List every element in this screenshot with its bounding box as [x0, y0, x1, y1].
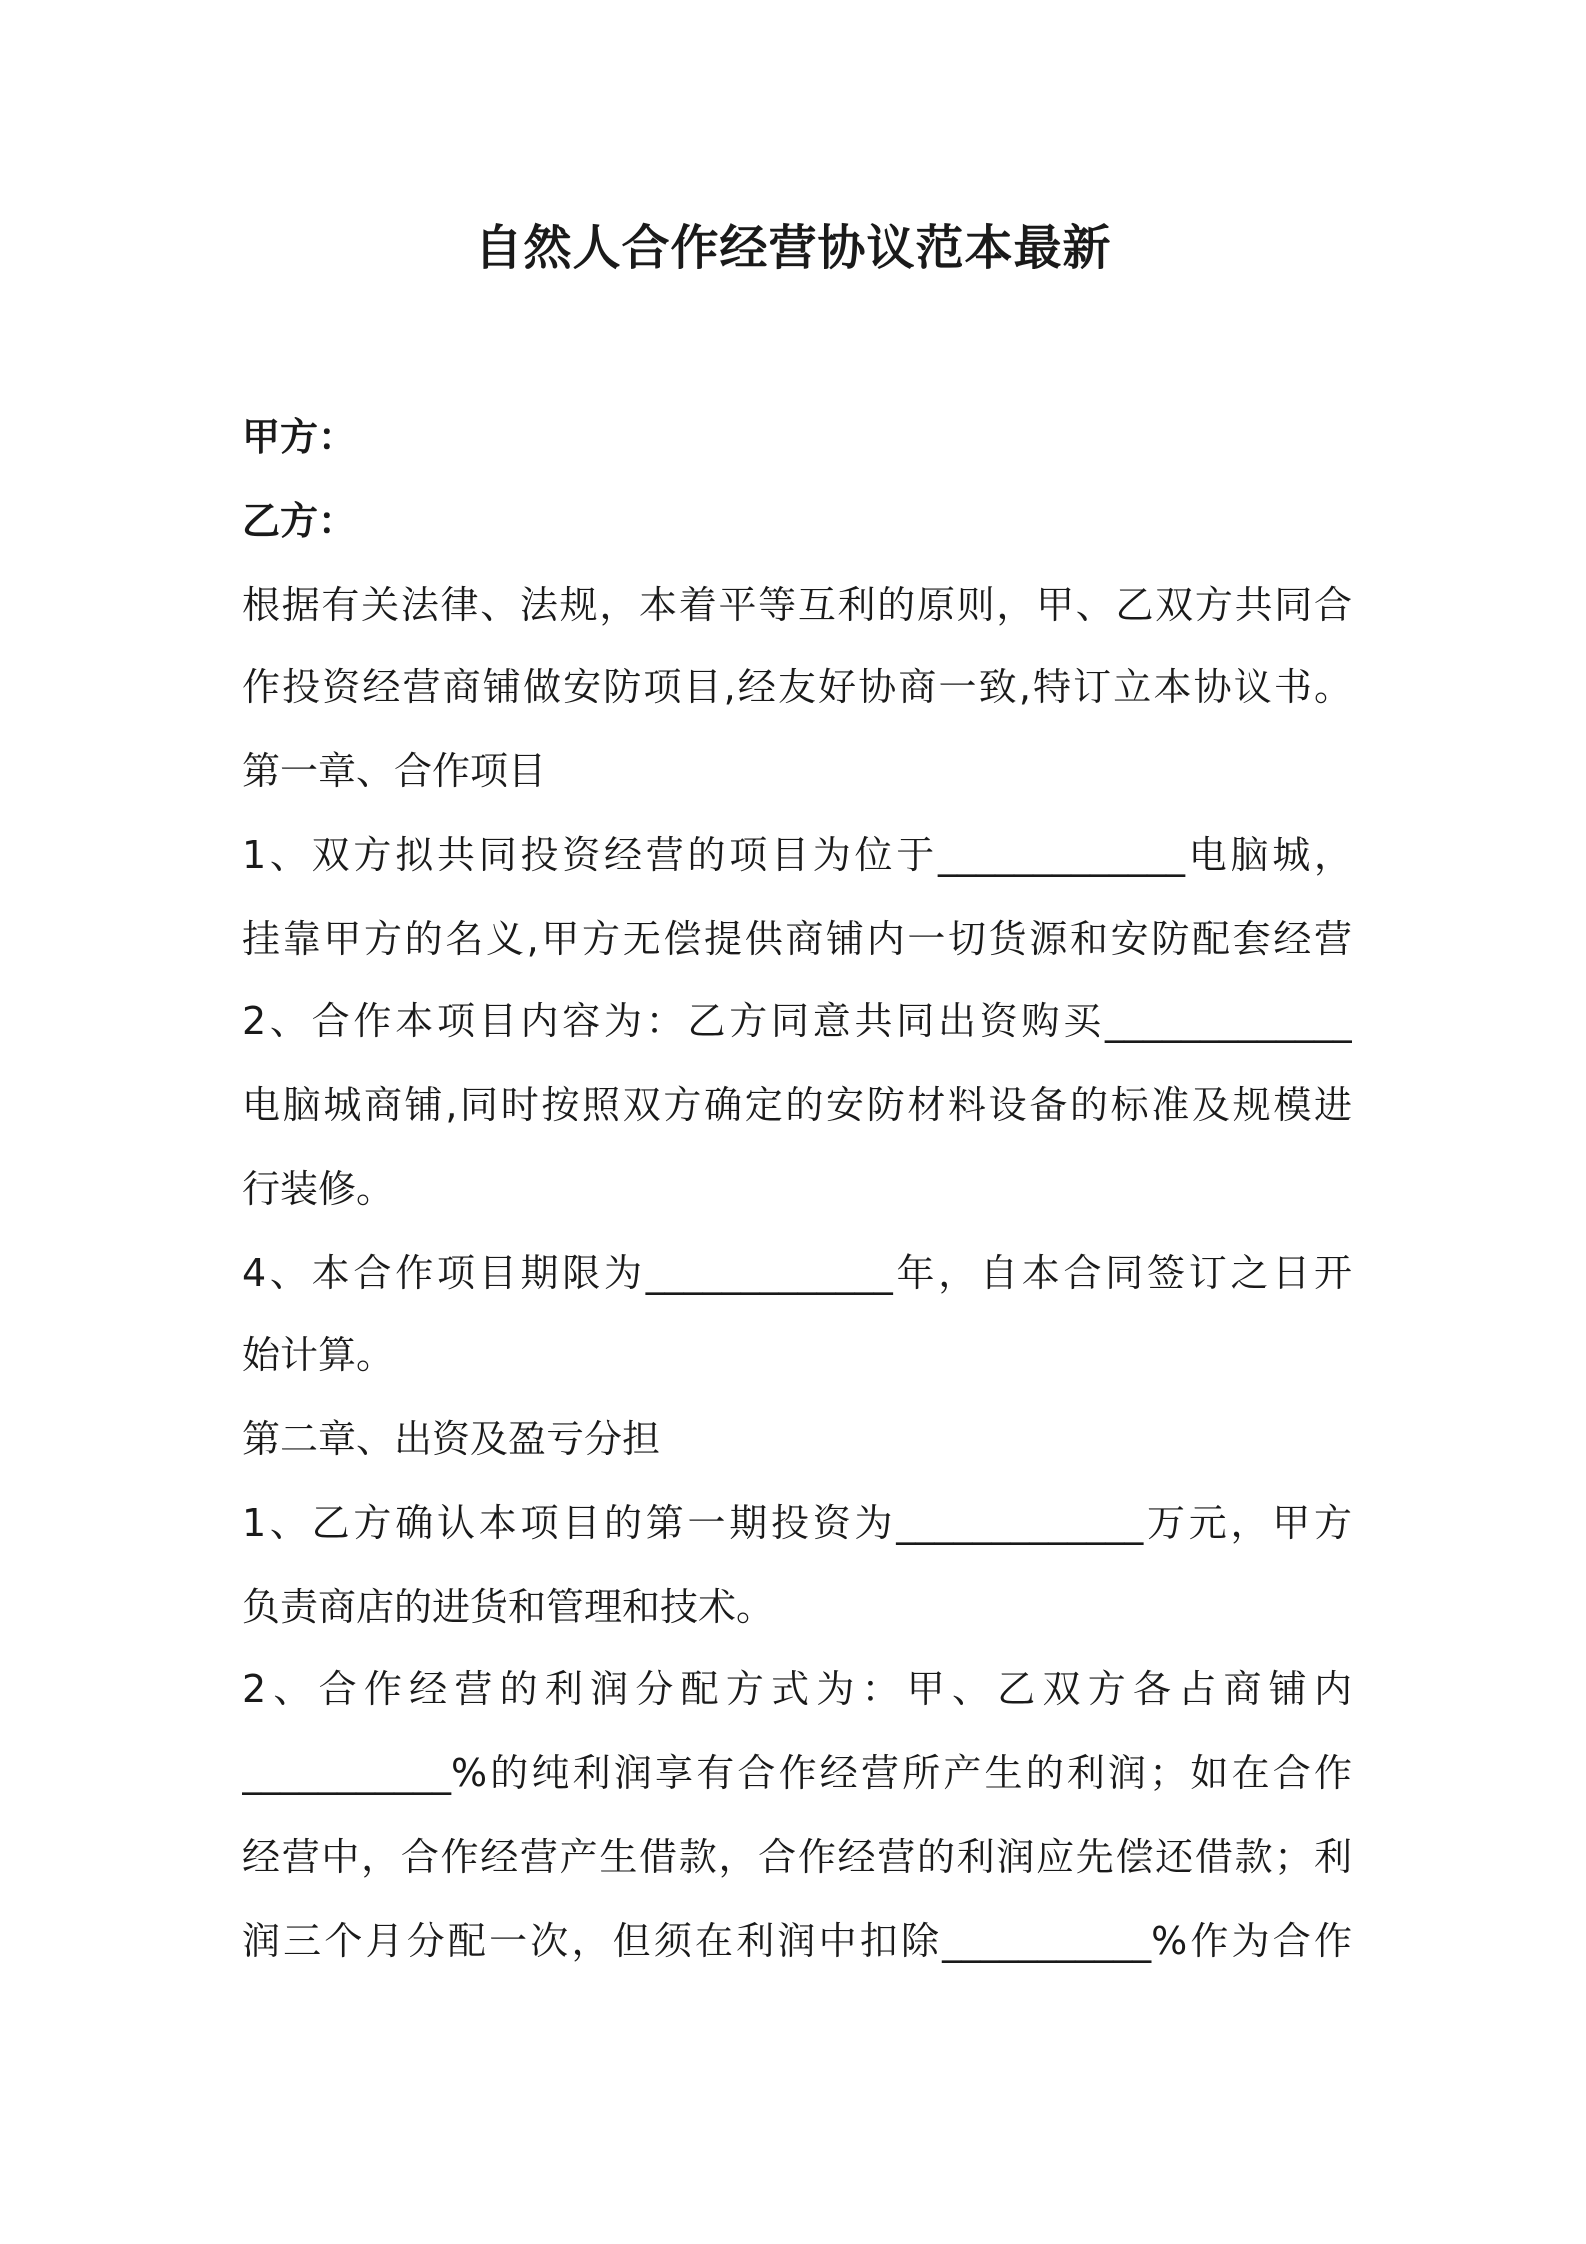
clause-1-2-line-1: 2、合作本项目内容为：乙方同意共同出资购买_____________ [242, 999, 1352, 1043]
clause-1-1-line-2: 挂靠甲方的名义,甲方无偿提供商铺内一切货源和安防配套经营 [242, 917, 1352, 961]
clause-1-4-line-2: 始计算。 [242, 1333, 395, 1377]
clause-2-2-line-2: ___________%的纯利润享有合作经营所产生的利润；如在合作 [242, 1751, 1352, 1795]
party-b-label: 乙方： [242, 499, 357, 543]
chapter-1-heading: 第一章、合作项目 [242, 749, 547, 793]
preamble-line-2: 作投资经营商铺做安防项目,经友好协商一致,特订立本协议书。 [242, 665, 1352, 709]
clause-2-2-line-4: 润三个月分配一次，但须在利润中扣除___________%作为合作 [242, 1919, 1352, 1963]
chapter-2-heading: 第二章、出资及盈亏分担 [242, 1417, 661, 1461]
clause-2-2-line-1: 2、合作经营的利润分配方式为：甲、乙双方各占商铺内 [242, 1667, 1352, 1711]
preamble-line-1: 根据有关法律、法规，本着平等互利的原则，甲、乙双方共同合 [242, 583, 1352, 627]
clause-1-1-line-1: 1、双方拟共同投资经营的项目为位于_____________电脑城， [242, 833, 1352, 877]
clause-1-2-line-2: 电脑城商铺,同时按照双方确定的安防材料设备的标准及规模进 [242, 1083, 1352, 1127]
clause-2-1-line-1: 1、乙方确认本项目的第一期投资为_____________万元，甲方 [242, 1501, 1352, 1545]
clause-1-2-line-3: 行装修。 [242, 1167, 395, 1211]
clause-2-1-line-2: 负责商店的进货和管理和技术。 [242, 1585, 775, 1629]
clause-2-2-line-3: 经营中，合作经营产生借款，合作经营的利润应先偿还借款；利 [242, 1835, 1352, 1879]
document-title: 自然人合作经营协议范本最新 [474, 220, 1112, 276]
party-a-label: 甲方： [242, 415, 357, 459]
clause-1-4-line-1: 4、本合作项目期限为_____________年，自本合同签订之日开 [242, 1251, 1352, 1295]
